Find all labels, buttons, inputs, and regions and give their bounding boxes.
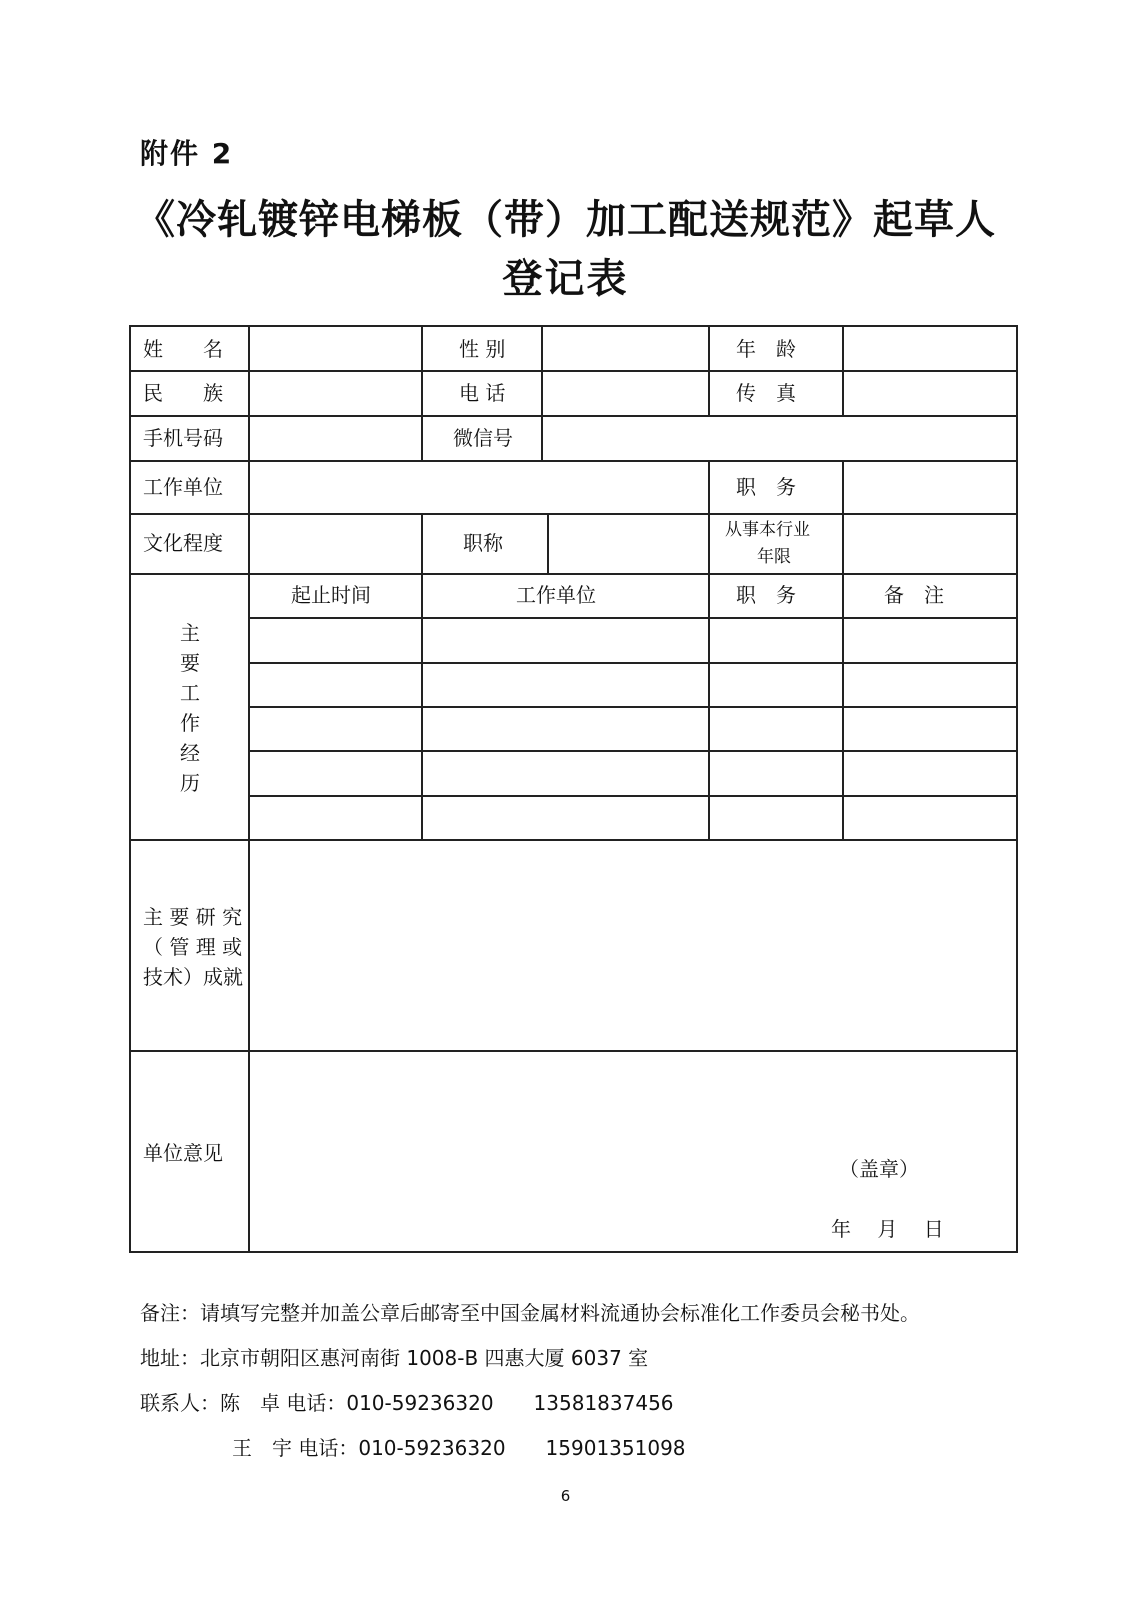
row-line — [131, 573, 1016, 575]
col-line — [541, 327, 543, 461]
col-line — [421, 513, 423, 574]
gender-label: 性 别 — [459, 337, 506, 361]
col-line — [421, 327, 423, 461]
fax-label: 传 真 — [736, 381, 796, 405]
achievements-label-line1: 主 要 研 究 — [143, 905, 243, 929]
col-line — [708, 460, 710, 840]
contact-note-1: 联系人：陈 卓 电话：010-59236320 13581837456 — [140, 1391, 674, 1415]
employer-label: 工作单位 — [143, 475, 223, 499]
exp-header-remarks: 备 注 — [884, 583, 944, 607]
row-line — [131, 1050, 1016, 1052]
form-title-line-1: 《冷轧镀锌电梯板（带）加工配送规范》起草人 — [135, 197, 996, 243]
row-line — [249, 795, 1016, 797]
col-line — [547, 513, 549, 574]
row-line — [131, 460, 1016, 462]
remark-note: 备注：请填写完整并加盖公章后邮寄至中国金属材料流通协会标准化工作委员会秘书处。 — [140, 1301, 920, 1325]
row-line — [249, 750, 1016, 752]
row-line — [131, 370, 1016, 372]
contact-note-2: 王 宇 电话：010-59236320 15901351098 — [232, 1436, 686, 1460]
phone-label: 电 话 — [459, 381, 506, 405]
col-line — [842, 460, 844, 840]
age-label: 年 龄 — [736, 337, 796, 361]
seal-label: （盖章） — [839, 1157, 919, 1181]
education-label: 文化程度 — [143, 531, 223, 555]
mobile-label: 手机号码 — [143, 426, 223, 450]
years-in-industry-label-line1: 从事本行业 — [725, 520, 810, 540]
row-line — [131, 513, 1016, 515]
date-label: 年 月 日 — [831, 1217, 944, 1241]
col-line — [842, 327, 844, 416]
achievements-label-line2: （ 管 理 或 — [143, 935, 243, 959]
address-note: 地址：北京市朝阳区惠河南街 1008-B 四惠大厦 6037 室 — [140, 1346, 649, 1370]
exp-header-position: 职 务 — [736, 583, 796, 607]
attachment-label: 附件 2 — [140, 137, 234, 170]
col-line — [708, 327, 710, 416]
exp-header-employer: 工作单位 — [516, 583, 596, 607]
form-title-line-2: 登记表 — [502, 256, 629, 302]
row-line — [131, 415, 1016, 417]
position-label: 职 务 — [736, 475, 796, 499]
row-line — [131, 839, 1016, 841]
years-in-industry-label-line2: 年限 — [757, 547, 791, 567]
col-line — [421, 573, 423, 840]
achievements-label-line3: 技术）成就 — [143, 965, 243, 989]
title-label: 职称 — [463, 531, 503, 555]
page-number: 6 — [560, 1487, 571, 1505]
registration-form-table — [129, 325, 1018, 1253]
wechat-label: 微信号 — [453, 426, 513, 450]
unit-opinion-label: 单位意见 — [143, 1141, 223, 1165]
col-line — [248, 327, 250, 1251]
ethnicity-label: 民 族 — [143, 381, 223, 405]
row-line — [249, 617, 1016, 619]
row-line — [249, 662, 1016, 664]
name-label: 姓 名 — [143, 337, 223, 361]
experience-label: 主要工作经历 — [180, 621, 200, 795]
exp-header-period: 起止时间 — [291, 583, 371, 607]
row-line — [249, 706, 1016, 708]
